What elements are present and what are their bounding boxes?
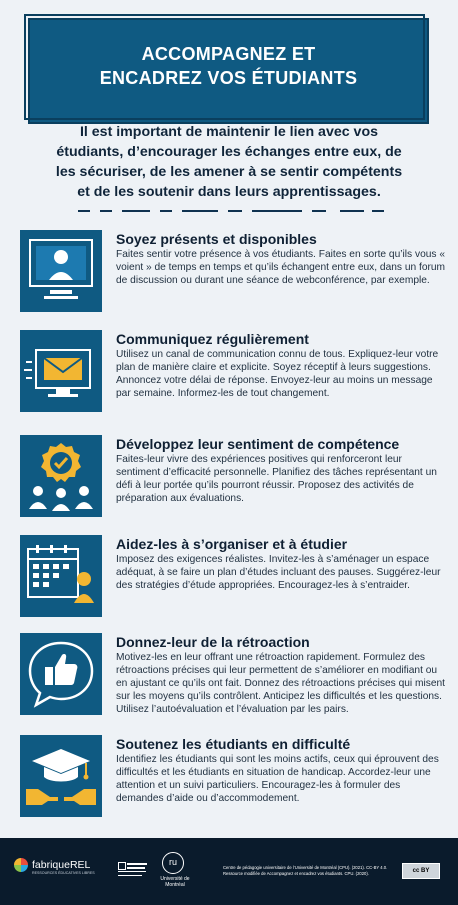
partner-logo — [118, 862, 148, 878]
footer — [0, 838, 458, 905]
fabrique-rel-logo — [32, 859, 95, 876]
section-body: Faites sentir votre présence à vos étudiants. Faites en sorte qu’ils vous « voient » de temps en temps et qu’ils échangent entre eux, dans un forum de discussion ou durant une séance de webconférence, par exemple. — [116, 249, 446, 286]
section-body: Imposez des exigences réalistes. Invitez-les à s’aménager un espace adéquat, à se faire un plan d’études incluant des pauses. Suggérez-leur des stratégies d’étude appropriées. Encouragez-les à s’entraider. — [116, 554, 441, 591]
credit-text: Centre de pédagogie universitaire de l’Université de Montréal (CPU). (2021). CC-BY 4.0. Ressource modifiée de Accompagnez et encadrez vos étudiants. CPU. (2020). — [223, 865, 388, 876]
section-difficulty — [20, 735, 448, 830]
fabrique-rel-logo-icon — [14, 858, 28, 872]
thumbs-up-icon — [20, 633, 102, 715]
presenter-screen-icon — [20, 230, 102, 312]
section-title: Développez leur sentiment de compétence — [116, 436, 400, 452]
section-title: Communiquez régulièrement — [116, 331, 309, 347]
section-organisation — [20, 535, 448, 625]
section-body: Faites-leur vivre des expériences positives qui renforceront leur sentiment d’efficacité personnelle. Planifiez des tâches représentant un défi à leur portée qu’ils pourront réussir. Proposez des activités de préparation aux évaluations. — [116, 454, 437, 504]
section-body: Identifiez les étudiants qui sont les moins actifs, ceux qui éprouvent des difficultés et les étudiants en situation de handicap. Accordez-leur une attention et un suivi particuliers. Encouragez-les à formuler des demandes d’aide ou d’accommodement. — [116, 754, 439, 804]
section-presence — [20, 230, 448, 320]
section-title: Donnez-leur de la rétroaction — [116, 634, 310, 650]
title-banner — [28, 18, 429, 124]
udem-name: Université de Montréal — [160, 876, 190, 888]
award-group-icon — [20, 435, 102, 517]
title-line-1: ACCOMPAGNEZ ET — [141, 44, 316, 64]
section-feedback — [20, 633, 448, 733]
section-title: Soyez présents et disponibles — [116, 231, 317, 247]
dashed-divider — [78, 210, 378, 213]
envelope-screen-icon — [20, 330, 102, 412]
udem-logo-icon: ru — [162, 852, 184, 874]
section-title: Soutenez les étudiants en difficulté — [116, 736, 351, 752]
section-title: Aidez-les à s’organiser et à étudier — [116, 536, 348, 552]
title-line-2: ENCADREZ VOS ÉTUDIANTS — [99, 68, 358, 88]
page-title — [30, 42, 427, 90]
section-competence — [20, 435, 448, 525]
cc-license-badge: cc BY — [402, 863, 440, 879]
section-body: Motivez-les en leur offrant une rétroaction rapidement. Formulez des rétroactions précises qui leur permettent de s’améliorer en modifiant ou en ajustant ce qu’ils ont fait. Donnez des rétroactions précises qui misent sur les moyens qu’ils contrôlent. Anticipez les difficultés et les questions. Utilisez l’autoévaluation et l’évaluation par les pairs. — [116, 652, 446, 715]
calendar-student-icon — [20, 535, 102, 617]
section-communication — [20, 330, 448, 430]
section-body: Utilisez un canal de communication connu de tous. Expliquez-leur votre plan de manière claire et explicite. Soyez réceptif à leurs suggestions. Annoncez votre délai de réponse. Envoyez-leur au moins un message par semaine. Informez-les de tout changement. — [116, 349, 439, 399]
intro-text: Il est important de maintenir le lien avec vos étudiants, d’encourager les échanges entre eux, de les sécuriser, de les amener à se sentir compétents et de les soutenir dans leurs apprentissages. — [55, 124, 403, 200]
logo-text: fabriqueREL — [32, 859, 91, 871]
logo-subtext: RESSOURCES ÉDUCATIVES LIBRES — [32, 871, 95, 875]
graduation-hands-icon — [20, 735, 102, 817]
